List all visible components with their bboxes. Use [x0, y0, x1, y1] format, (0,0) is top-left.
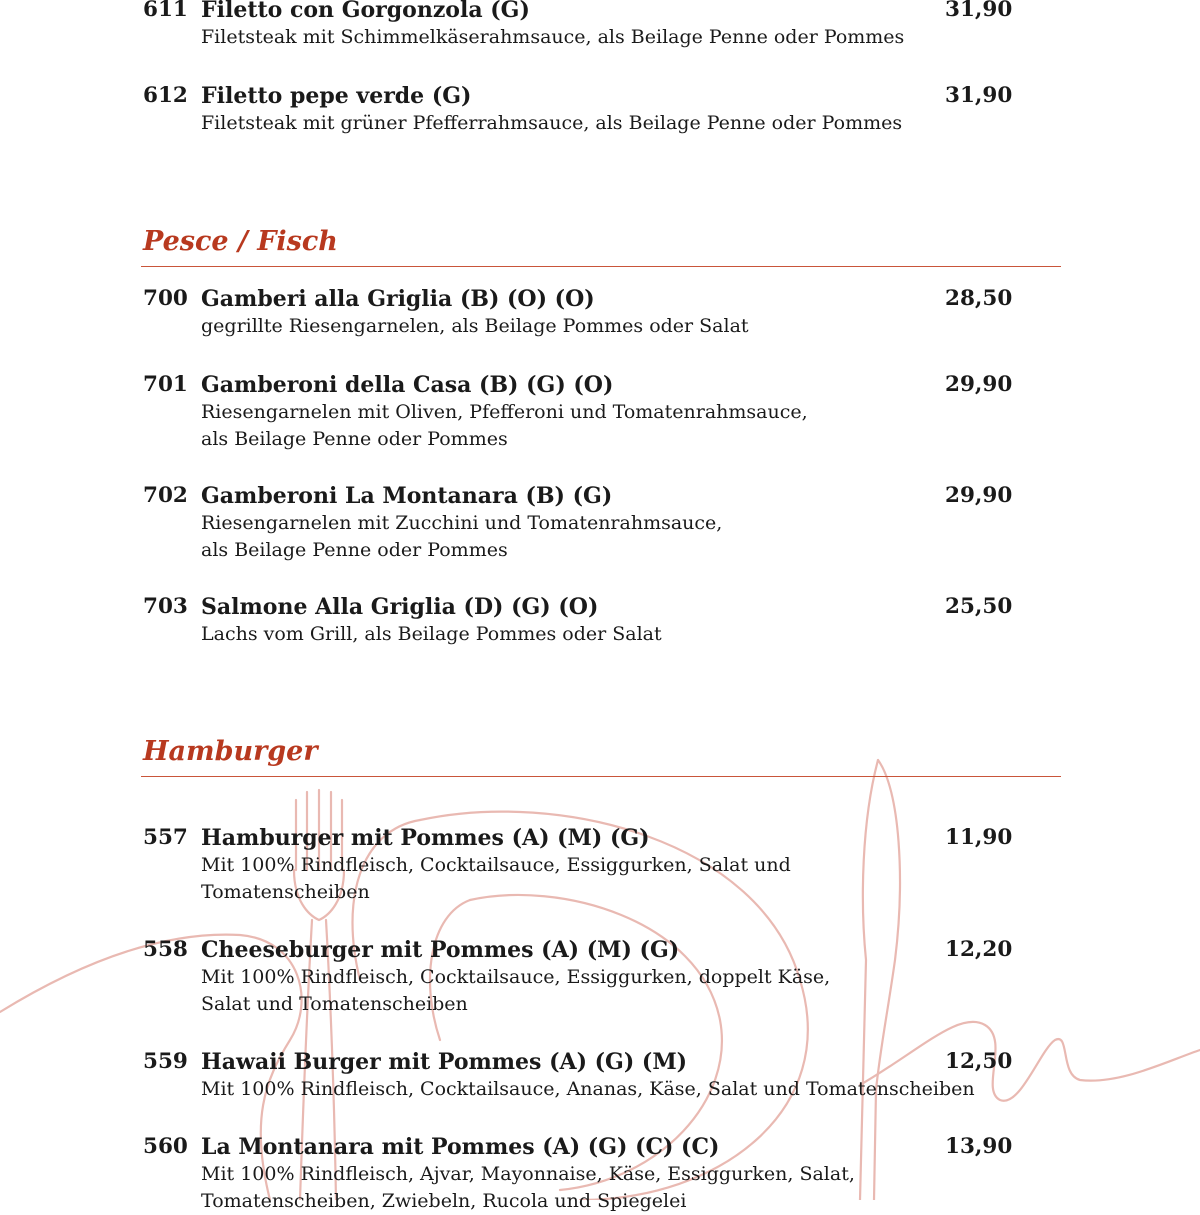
menu-item: [143, 82, 1033, 137]
item-price: 13,90: [945, 1134, 1013, 1159]
item-description: Lachs vom Grill, als Beilage Pommes oder Salat: [201, 623, 662, 645]
item-number: 703: [143, 594, 188, 619]
item-description: gegrillte Riesengarnelen, als Beilage Pommes oder Salat: [201, 315, 749, 337]
menu-item: [143, 1048, 1033, 1103]
section-divider: [141, 776, 1061, 777]
menu-item: [143, 936, 1033, 1018]
item-description: Filetsteak mit grüner Pfefferrahmsauce, als Beilage Penne oder Pommes: [201, 112, 903, 134]
item-number: 560: [143, 1134, 188, 1159]
item-price: 11,90: [945, 825, 1013, 850]
item-number: 612: [143, 83, 188, 108]
item-number: 700: [143, 286, 188, 311]
section-title-hamburger: Hamburger: [143, 736, 318, 767]
item-description: Mit 100% Rindfleisch, Ajvar, Mayonnaise, Käse, Essiggurken, Salat, Tomatenscheiben, Zwiebeln, Rucola und Spiegelei: [201, 1163, 855, 1212]
item-number: 702: [143, 483, 188, 508]
item-name: Gamberoni La Montanara (B) (G): [201, 483, 613, 509]
menu-item: [143, 593, 1033, 648]
item-description: Mit 100% Rindfleisch, Cocktailsauce, Essiggurken, Salat und Tomatenscheiben: [201, 854, 791, 903]
item-name: Gamberoni della Casa (B) (G) (O): [201, 372, 614, 398]
menu-item: [143, 0, 1033, 51]
item-name: Filetto pepe verde (G): [201, 83, 472, 109]
item-description: Mit 100% Rindfleisch, Cocktailsauce, Essiggurken, doppelt Käse, Salat und Tomatenscheiben: [201, 966, 831, 1015]
item-name: Cheeseburger mit Pommes (A) (M) (G): [201, 937, 680, 963]
item-name: Salmone Alla Griglia (D) (G) (O): [201, 594, 599, 620]
item-price: 12,20: [945, 937, 1013, 962]
item-price: 12,50: [945, 1049, 1013, 1074]
menu-item: [143, 482, 1033, 564]
item-number: 558: [143, 937, 188, 962]
item-description: Filetsteak mit Schimmelkäserahmsauce, als Beilage Penne oder Pommes: [201, 26, 905, 48]
menu-item: [143, 285, 1033, 340]
item-name: Hawaii Burger mit Pommes (A) (G) (M): [201, 1049, 688, 1075]
item-name: Filetto con Gorgonzola (G): [201, 0, 530, 23]
item-name: Gamberi alla Griglia (B) (O) (O): [201, 286, 595, 312]
item-description: Riesengarnelen mit Zucchini und Tomatenrahmsauce, als Beilage Penne oder Pommes: [201, 512, 723, 561]
item-price: 28,50: [945, 286, 1013, 311]
item-price: 29,90: [945, 372, 1013, 397]
item-price: 31,90: [945, 0, 1013, 22]
menu-item: [143, 824, 1033, 906]
item-description: Mit 100% Rindfleisch, Cocktailsauce, Ananas, Käse, Salat und Tomatenscheiben: [201, 1078, 975, 1100]
item-description: Riesengarnelen mit Oliven, Pfefferoni und Tomatenrahmsauce, als Beilage Penne oder Pommes: [201, 401, 808, 450]
item-number: 701: [143, 372, 188, 397]
item-number: 611: [143, 0, 188, 22]
section-divider: [141, 266, 1061, 267]
item-price: 25,50: [945, 594, 1013, 619]
item-number: 557: [143, 825, 188, 850]
item-name: La Montanara mit Pommes (A) (G) (C) (C): [201, 1134, 720, 1160]
item-price: 29,90: [945, 483, 1013, 508]
item-name: Hamburger mit Pommes (A) (M) (G): [201, 825, 650, 851]
menu-item: [143, 1133, 1033, 1215]
item-price: 31,90: [945, 83, 1013, 108]
menu-item: [143, 371, 1033, 453]
section-title-fisch: Pesce / Fisch: [143, 226, 338, 257]
item-number: 559: [143, 1049, 188, 1074]
